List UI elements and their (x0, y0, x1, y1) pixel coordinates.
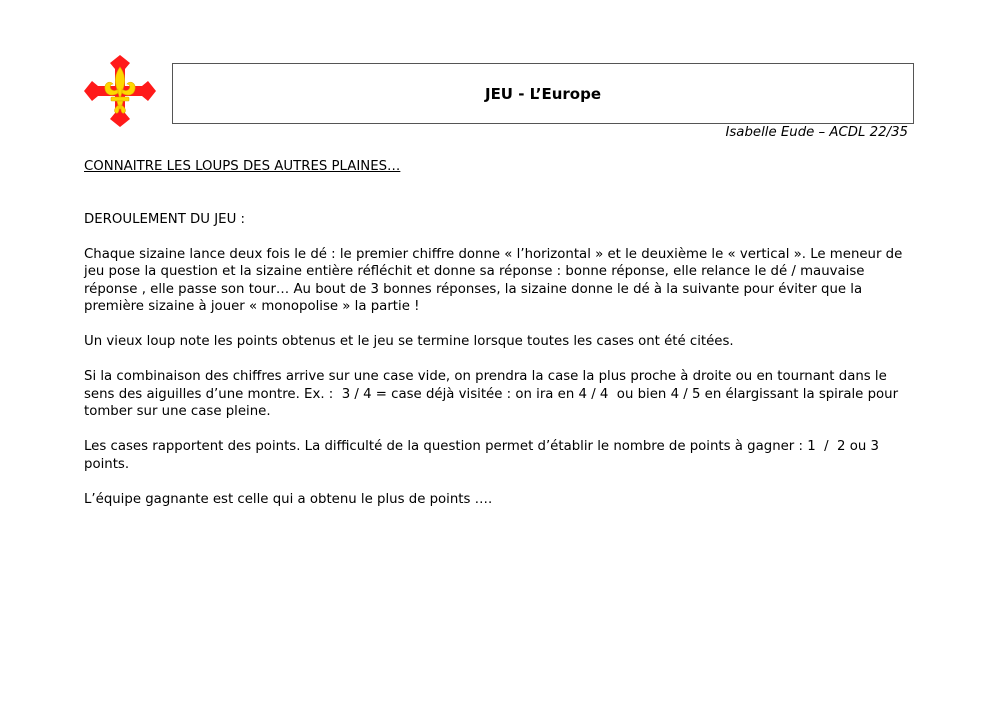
paragraph-empty-square: Si la combinaison des chiffres arrive sur une case vide, on prendra la case la plus proche à droite ou en tournant dans le sens des aiguilles d’une montre. Ex. : 3 / 4 = case déjà visitée : on ira en 4 / 4 ou bien 4 / 5 en élargissant la spirale pour tomber sur une case pleine. (84, 369, 903, 419)
paragraph-points: Les cases rapportent des points. La difficulté de la question permet d’établir le nombre de points à gagner : 1 / 2 ou 3 points. (84, 439, 884, 472)
logo-svg (82, 53, 158, 129)
fleur-de-lis (105, 67, 135, 113)
document-body (84, 158, 910, 508)
paragraph-winner: L’équipe gagnante est celle qui a obtenu le plus de points …. (84, 491, 493, 507)
author-line: Isabelle Eude – ACDL 22/35 (725, 125, 908, 140)
document-subtitle: CONNAITRE LES LOUPS DES AUTRES PLAINES… (84, 159, 401, 174)
fleur-de-lis-cross-icon (82, 53, 158, 129)
paragraph-rules: Chaque sizaine lance deux fois le dé : le premier chiffre donne « l’horizontal » et le deuxième le « vertical ». Le meneur de jeu pose la question et la sizaine entière réfléchit et donne sa réponse : bonne réponse, elle relance le dé / mauvaise réponse , elle passe son tour… Au bout de 3 bonnes réponses, la sizaine donne le dé à la suivante pour éviter que la première sizaine à jouer « monopolise » la partie ! (84, 246, 907, 314)
title-box (172, 63, 914, 124)
paragraph-scoring: Un vieux loup note les points obtenus et le jeu se termine lorsque toutes les cases ont été citées. (84, 334, 734, 349)
page-title: JEU - L’Europe (484, 84, 602, 103)
section-heading: DEROULEMENT DU JEU : (84, 211, 246, 227)
